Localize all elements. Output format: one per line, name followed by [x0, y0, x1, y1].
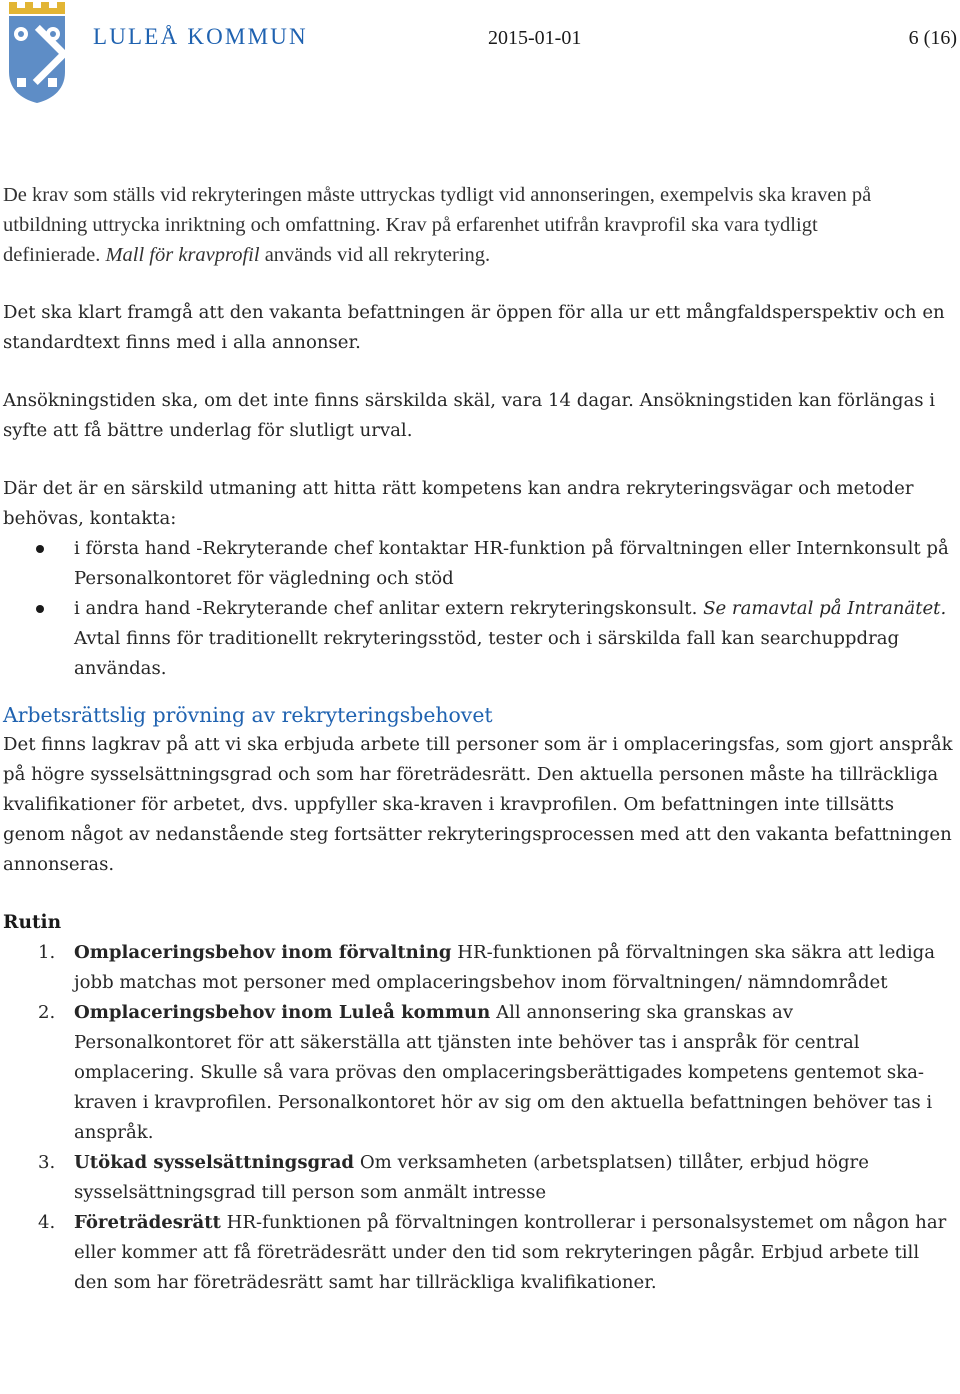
- bullet-icon: [36, 545, 44, 553]
- list-item: [3, 1148, 953, 1208]
- rutin-list: [3, 938, 953, 1298]
- list-number: 1.: [38, 942, 56, 963]
- paragraph-text: används vid all rekrytering.: [259, 244, 491, 266]
- intranet-reference: Se ramavtal på Intranätet.: [703, 598, 947, 619]
- paragraph-contact: Där det är en särskild utmaning att hitta rätt kompetens kan andra rekryteringsvägar och metoder behövas, kontakta:: [3, 478, 914, 529]
- coat-of-arms-logo: [3, 0, 73, 104]
- list-item-text: i första hand -Rekryterande chef kontaktar HR-funktion på förvaltningen eller Internkonsult på Personalkontoret för vägledning och stöd: [74, 538, 949, 589]
- template-reference: Mall för kravprofil: [105, 244, 260, 266]
- list-number: 3.: [38, 1152, 56, 1173]
- contact-list: [3, 534, 953, 684]
- paragraph-application-period: Ansökningstiden ska, om det inte finns särskilda skäl, vara 14 dagar. Ansökningstiden kan förlängas i syfte att få bättre underlag för slutligt urval.: [3, 390, 936, 441]
- list-number: 4.: [38, 1212, 56, 1233]
- list-number: 2.: [38, 1002, 56, 1023]
- list-item-title: Omplaceringsbehov inom Luleå kommun: [74, 1002, 491, 1023]
- paragraph-text: De krav som ställs vid rekryteringen måste uttryckas tydligt vid annonseringen, exempelvis ska kraven på utbildning uttrycka inriktning och omfattning. Krav på erfarenhet utifrån kravprofil ska vara tydligt definierade.: [3, 184, 872, 266]
- document-date: 2015-01-01: [488, 27, 582, 49]
- list-item-text: HR-funktionen på förvaltningen ska säkra att lediga jobb matchas mot personer med omplaceringsbehov inom förvaltningen/ nämndområdet: [74, 942, 936, 993]
- list-item-text: HR-funktionen på förvaltningen kontrollerar i personalsystemet om någon har eller kommer att få företrädesrätt under den tid som rekryteringen pågår. Erbjud arbete till den som har företrädesrätt samt har tillräckliga kvalifikationer.: [74, 1212, 947, 1293]
- section-body: Det finns lagkrav på att vi ska erbjuda arbete till personer som är i omplaceringsfas, som gjort anspråk på högre sysselsättningsgrad och som har företrädesrätt. Den aktuella personen måste ha tillräckliga kvalifikationer för arbetet, dvs. uppfyller ska-kraven i kravprofilen. Om befattningen inte tillsätts genom något av nedanstående steg fortsätter rekryteringsprocessen med att den vakanta befattningen annonseras.: [3, 734, 953, 875]
- list-item-title: Företrädesrätt: [74, 1212, 221, 1233]
- organization-name: LULEÅ KOMMUN: [93, 24, 308, 49]
- list-item-title: Omplaceringsbehov inom förvaltning: [74, 942, 452, 963]
- list-item-text: All annonsering ska granskas av Personalkontoret för att säkerställa att tjänsten inte behöver tas i anspråk för central omplacering. Skulle så vara prövas den omplaceringsberättigades kompetens gentemot ska-kraven i kravprofilen. Personalkontoret hör av sig om den aktuella befattningen behöver tas i anspråk.: [74, 1002, 933, 1143]
- list-item-text: Om verksamheten (arbetsplatsen) tillåter, erbjud högre sysselsättningsgrad till person som anmält intresse: [74, 1152, 869, 1203]
- list-item: [3, 594, 953, 684]
- list-item: [3, 998, 953, 1148]
- bullet-icon: [36, 605, 44, 613]
- list-item-title: Utökad sysselsättningsgrad: [74, 1152, 355, 1173]
- page-number: 6 (16): [908, 27, 957, 49]
- list-item: [3, 1208, 953, 1298]
- paragraph-diversity: Det ska klart framgå att den vakanta befattningen är öppen för alla ur ett mångfaldsperspektiv och en standardtext finns med i alla annonser.: [3, 302, 945, 353]
- rutin-heading: Rutin: [3, 912, 62, 933]
- list-item: [3, 534, 953, 594]
- section-heading: Arbetsrättslig prövning av rekryteringsbehovet: [3, 703, 493, 727]
- list-item-text: Avtal finns för traditionellt rekryteringsstöd, tester och i särskilda fall kan searchuppdrag användas.: [74, 628, 900, 679]
- paragraph-requirements: [3, 180, 873, 270]
- list-item-text: i andra hand -Rekryterande chef anlitar extern rekryteringskonsult.: [74, 598, 704, 619]
- list-item: [3, 938, 953, 998]
- document-body: [3, 180, 953, 1298]
